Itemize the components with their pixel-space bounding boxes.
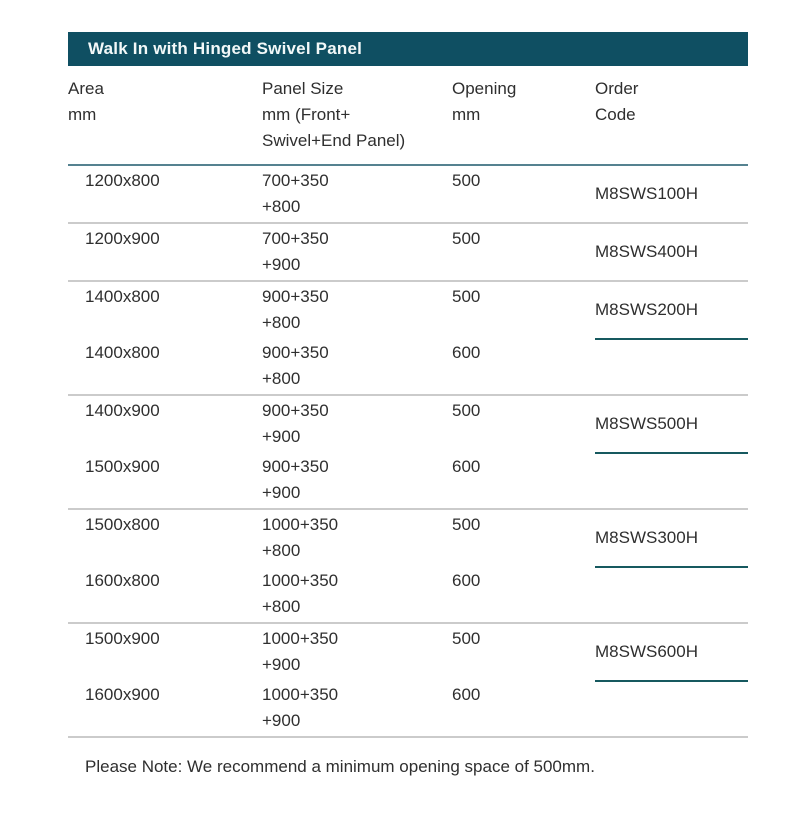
opening-value: 600 [452, 571, 481, 590]
panel-size-line: 1000+350 [262, 515, 339, 534]
panel-size-cell [262, 396, 452, 452]
opening-cell [452, 282, 595, 338]
panel-size-line: +900 [262, 711, 301, 730]
area-cell [68, 566, 262, 622]
area-value: 1200x800 [85, 171, 160, 190]
opening-value: 500 [452, 229, 481, 248]
panel-size-line: +900 [262, 255, 301, 274]
panel-size-line: 900+350 [262, 457, 329, 476]
column-header-area [68, 76, 262, 154]
area-cell [68, 166, 262, 222]
panel-size-line: 1000+350 [262, 685, 339, 704]
panel-size-line: 900+350 [262, 287, 329, 306]
panel-size-cell [262, 566, 452, 622]
opening-cell [452, 224, 595, 280]
area-value: 1200x900 [85, 229, 160, 248]
panel-size-cell [262, 510, 452, 566]
area-cell [68, 510, 262, 566]
column-header-line: Area [68, 79, 104, 98]
panel-size-line: +900 [262, 427, 301, 446]
panel-size-line: 900+350 [262, 343, 329, 362]
panel-size-line: +900 [262, 655, 301, 674]
panel-size-cell [262, 624, 452, 680]
order-code-cell: M8SWS500H [595, 396, 748, 452]
panel-size-cell [262, 680, 452, 736]
opening-value: 500 [452, 287, 481, 306]
opening-value: 600 [452, 343, 481, 362]
area-value: 1400x800 [85, 287, 160, 306]
opening-cell [452, 166, 595, 222]
table-row-group [68, 396, 748, 510]
area-cell [68, 282, 262, 338]
column-header-order-code [595, 76, 748, 154]
opening-value: 500 [452, 401, 481, 420]
table-row-group [68, 224, 748, 282]
opening-cell [452, 624, 595, 680]
order-code-cell: M8SWS400H [595, 242, 698, 261]
panel-size-line: +900 [262, 483, 301, 502]
table-row-group [68, 166, 748, 224]
area-cell [68, 396, 262, 452]
order-code-cell: M8SWS300H [595, 510, 748, 566]
opening-cell [452, 396, 595, 452]
area-value: 1400x800 [85, 343, 160, 362]
column-header-line: Panel Size [262, 79, 344, 98]
column-header-line: Swivel+End Panel) [262, 131, 406, 150]
opening-cell [452, 452, 595, 508]
column-header-line: mm [452, 105, 481, 124]
area-value: 1500x900 [85, 629, 160, 648]
opening-value: 600 [452, 457, 481, 476]
column-header-opening [452, 76, 595, 154]
area-value: 1600x900 [85, 685, 160, 704]
panel-size-cell [262, 452, 452, 508]
column-header-line: Opening [452, 79, 517, 98]
panel-size-cell [262, 282, 452, 338]
area-cell [68, 680, 262, 736]
column-header-line: mm [68, 105, 97, 124]
panel-size-line: +800 [262, 541, 301, 560]
table-title: Walk In with Hinged Swivel Panel [88, 39, 363, 58]
column-header-line: Code [595, 105, 636, 124]
panel-size-cell [262, 338, 452, 394]
column-header-line: mm (Front+ [262, 105, 351, 124]
panel-size-line: +800 [262, 197, 301, 216]
panel-size-line: 700+350 [262, 229, 329, 248]
column-header-row [68, 66, 748, 164]
area-cell [68, 452, 262, 508]
panel-size-cell [262, 224, 452, 280]
area-value: 1600x800 [85, 571, 160, 590]
panel-size-line: +800 [262, 369, 301, 388]
panel-size-line: +800 [262, 313, 301, 332]
column-header-panel-size [262, 76, 452, 154]
opening-cell [452, 338, 595, 394]
spec-table [68, 32, 748, 780]
panel-size-line: 1000+350 [262, 571, 339, 590]
table-row-group [68, 510, 748, 624]
opening-cell [452, 680, 595, 736]
panel-size-line: +800 [262, 597, 301, 616]
panel-size-cell [262, 166, 452, 222]
order-code-cell: M8SWS100H [595, 184, 698, 203]
panel-size-line: 1000+350 [262, 629, 339, 648]
opening-value: 500 [452, 629, 481, 648]
area-cell [68, 224, 262, 280]
area-cell [68, 338, 262, 394]
table-row-group [68, 282, 748, 396]
column-header-line: Order [595, 79, 639, 98]
panel-size-line: 700+350 [262, 171, 329, 190]
order-code-cell: M8SWS200H [595, 282, 748, 338]
opening-value: 600 [452, 685, 481, 704]
area-cell [68, 624, 262, 680]
table-row-group [68, 624, 748, 738]
order-code-cell: M8SWS600H [595, 624, 748, 680]
area-value: 1500x900 [85, 457, 160, 476]
opening-value: 500 [452, 171, 481, 190]
area-value: 1500x800 [85, 515, 160, 534]
area-value: 1400x900 [85, 401, 160, 420]
table-title-band [68, 32, 748, 66]
footer-note: Please Note: We recommend a minimum opening space of 500mm. [85, 757, 595, 776]
opening-value: 500 [452, 515, 481, 534]
opening-cell [452, 510, 595, 566]
opening-cell [452, 566, 595, 622]
panel-size-line: 900+350 [262, 401, 329, 420]
